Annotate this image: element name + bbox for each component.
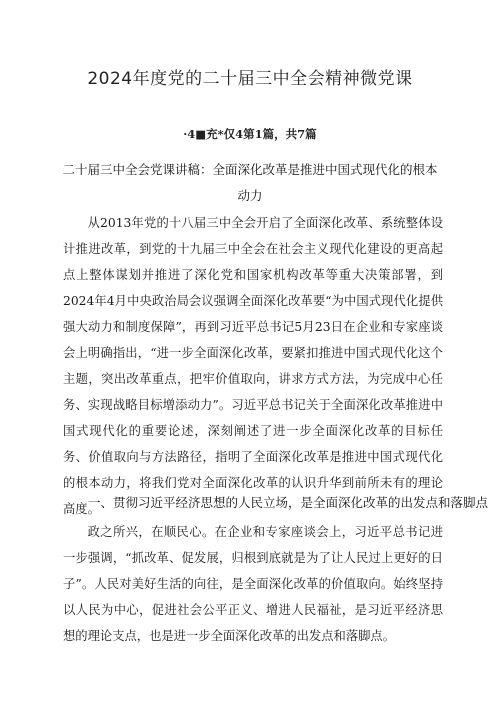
document-title: 2024年度党的二十届三中全会精神微党课 (87, 69, 413, 89)
section-heading: 一、贯彻习近平经济思想的人民立场，是全面深化改革的出发点和落脚点 (88, 495, 489, 510)
body-paragraph: 从2013年党的十八届三中全会开启了全面深化改革、系统整体设计推进改革，到党的十九届三中全会在社会主义现代化建设的更高起点上整体谋划并推进了深化党和国家机构改革等重大决策部署，到2024年4月中央政治局会议强调全面深化改革要“为中国式现代化提供强大动力和制度保障”，再到习近平总书记5月23日在企业和专家座谈会上明确指出，“进一步全面深化改革，要紧扣推进中国式现代化这个主题，突出改革重点，把牢价值取向，讲求方式方法，为完成中心任务、实现战略目标增添动力”。习近平总书记关于全面深化改革推进中国式现代化的重要论述，深刻阐述了进一步全面深化改革的目标任务、价值取向与方法路径，指明了全面深化改革是推进中国式现代化的根本动力，将我们党对全面深化改革的认识升华到前所未有的理论高度。 (63, 216, 443, 516)
body-paragraph: 政之所兴，在顺民心。在企业和专家座谈会上，习近平总书记进一步强调，“抓改革、促发展，归根到底就是为了让人民过上更好的日子”。人民对美好生活的向往，是全面深化改革的价值取向。始终坚持以人民为中心，促进社会公平正义、增进人民福祉，是习近平经济思想的理论支点，也是进一步全面深化改革的出发点和落脚点。 (63, 525, 443, 643)
collection-info: ·4■充*仅4第1篇，共7篇 (183, 127, 317, 141)
article-title: 二十届三中全会党课讲稿：全面深化改革是推进中国式现代化的根本动力 (62, 162, 438, 203)
